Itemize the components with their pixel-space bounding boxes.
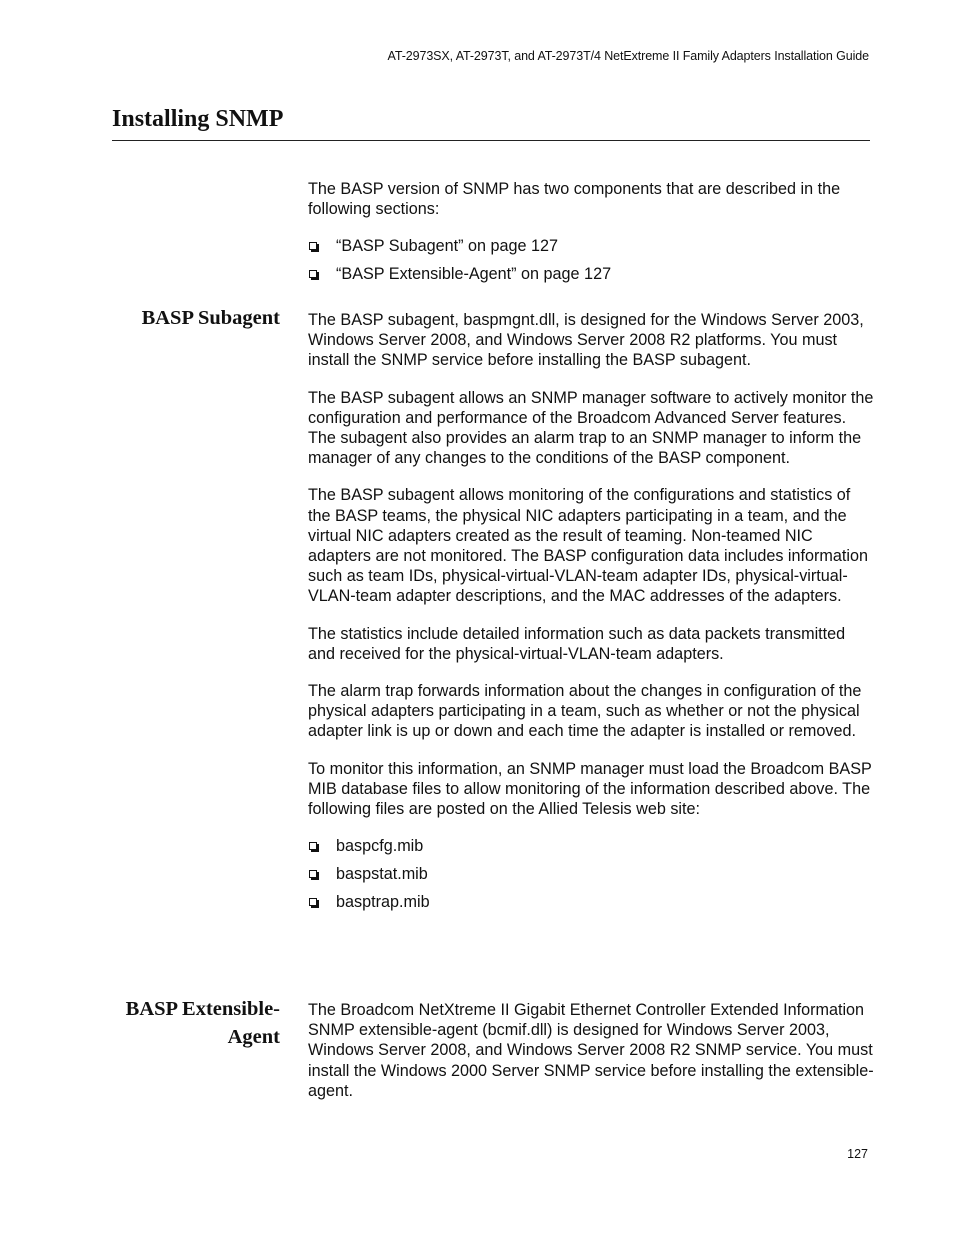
basp-subagent-heading: BASP Subagent xyxy=(141,307,280,329)
list-item xyxy=(308,236,874,264)
list-item xyxy=(308,864,874,892)
extensible-agent-paragraph: The Broadcom NetXtreme II Gigabit Ethernet Controller Extended Information SNMP extensible-agent (bcmif.dll) is designed for Windows Server 2003, Windows Server 2008, and Windows Server 2008 R2 SNMP service. You must install the Windows 2000 Server SNMP service before installing the extensible-agent. xyxy=(308,1001,874,1100)
basp-extensible-agent-heading xyxy=(126,995,280,1051)
subagent-paragraph: The BASP subagent allows monitoring of the configurations and statistics of the BASP teams, the physical NIC adapters participating in a team, and the virtual NIC adapters created as the result of teaming. Non-teamed NIC adapters are not monitored. The BASP configuration data includes information such as team IDs, physical-virtual-VLAN-team adapter IDs, physical-virtual-VLAN-team adapter descriptions, and the MAC addresses of the adapters. xyxy=(308,486,869,606)
checkbox-bullet-icon xyxy=(309,842,317,850)
running-header: AT-2973SX, AT-2973T, and AT-2973T/4 NetExtreme II Family Adapters Installation Guide xyxy=(387,49,869,63)
list-item-text: baspstat.mib xyxy=(336,865,428,884)
intro-paragraph: The BASP version of SNMP has two components that are described in the following sections: xyxy=(308,180,841,219)
subagent-paragraph: The BASP subagent, baspmgnt.dll, is designed for the Windows Server 2003, Windows Server 2008, and Windows Server 2008 R2 platforms. You must install the SNMP service before installing the BASP subagent. xyxy=(308,311,864,370)
list-item-text: “BASP Subagent” on page 127 xyxy=(336,237,559,256)
subagent-paragraph: The BASP subagent allows an SNMP manager software to actively monitor the configuration and performance of the Broadcom Advanced Server features. The subagent also provides an alarm trap to an SNMP manager to inform the manager of any changes to the conditions of the BASP component. xyxy=(308,388,874,468)
subagent-paragraph: The statistics include detailed information such as data packets transmitted and received for the physical-virtual-VLAN-team adapters. xyxy=(308,624,846,663)
list-item xyxy=(308,264,874,292)
checkbox-bullet-icon xyxy=(309,898,317,906)
intro-section xyxy=(308,179,874,292)
list-item xyxy=(308,892,874,920)
checkbox-bullet-icon xyxy=(309,242,317,250)
checkbox-bullet-icon xyxy=(309,270,317,278)
heading-line: BASP Extensible- xyxy=(125,998,280,1020)
list-item-text: “BASP Extensible-Agent” on page 127 xyxy=(336,265,612,284)
intro-list xyxy=(308,236,874,292)
subagent-paragraph: The alarm trap forwards information about the changes in configuration of the physical adapters participating in a team, such as whether or not the physical adapter link is up or down and each time the adapter is installed or removed. xyxy=(308,682,862,741)
mib-file-list xyxy=(308,836,874,920)
subagent-paragraph: To monitor this information, an SNMP manager must load the Broadcom BASP MIB database files to allow monitoring of the information described above. The following files are posted on the Allied Telesis web site: xyxy=(308,759,872,819)
list-item xyxy=(308,836,874,864)
list-item-text: basptrap.mib xyxy=(336,893,430,912)
title-rule xyxy=(112,140,870,141)
checkbox-bullet-icon xyxy=(309,870,317,878)
basp-subagent-section xyxy=(308,310,874,920)
basp-extensible-agent-section xyxy=(308,1000,874,1118)
page-number: 127 xyxy=(847,1147,868,1161)
list-item-text: baspcfg.mib xyxy=(336,837,424,856)
heading-line: Agent xyxy=(227,1026,280,1048)
page-title: Installing SNMP xyxy=(112,106,284,132)
